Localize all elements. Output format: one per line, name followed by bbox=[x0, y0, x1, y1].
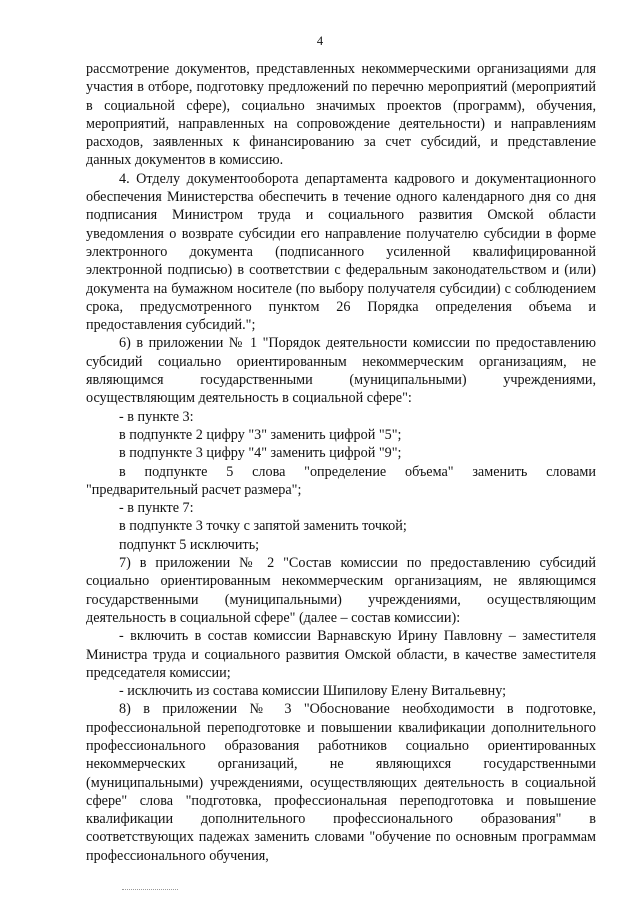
paragraph-12: - включить в состав комиссии Варнавскую Ирину Павловну – заместителя Министра труда и социального развития Омской области, в качестве заместителя председателя комиссии; bbox=[86, 628, 596, 681]
paragraph-6: в подпункте 3 цифру "4" заменить цифрой "9"; bbox=[119, 445, 402, 462]
paragraph-8: - в пункте 7: bbox=[119, 500, 194, 517]
paragraph-7: в подпункте 5 слова "определение объема" заменить словами "предварительный расчет размера"; bbox=[86, 463, 596, 498]
paragraph-10: подпункт 5 исключить; bbox=[119, 536, 260, 553]
paragraph-5: в подпункте 2 цифру "3" заменить цифрой "5"; bbox=[119, 426, 402, 443]
paragraph-14: 8) в приложении № 3 "Обоснование необходимости в подготовке, профессиональной переподготовке и повышении квалификации дополнительного профессионального образования работников социально ориентированных некоммерческих организаций, не являющихся государственными (муниципальными) учреждениями, осуществляющих деятельность в социальной сфере" слова "подготовка, профессиональная переподготовка и повышение квалификации дополнительного профессионального образования" в соответствующих падежах заменить словами "обучение по основным программам профессионального обучения, bbox=[86, 701, 596, 864]
page-number: 4 bbox=[316, 34, 324, 48]
paragraph-3: 6) в приложении № 1 "Порядок деятельности комиссии по предоставлению субсидий социально ориентированным некоммерческим организациям, не являющимся государственными (муниципальными) учреждениями, осуществляющим деятельность в социальной сфере": bbox=[86, 335, 596, 407]
paragraph-1: рассмотрение документов, представленных некоммерческими организациями для участия в отборе, подготовку предложений по перечню мероприятий (мероприятий в социальной сфере), социально значимых проектов (программ), обучения, мероприятий, направленных на сопровождение деятельности) и направлениям расходов, заявленных к финансированию за счет субсидий, и представление данных документов в комиссию. bbox=[86, 61, 596, 169]
paragraph-4: - в пункте 3: bbox=[119, 408, 194, 425]
paragraph-11: 7) в приложении № 2 "Состав комиссии по предоставлению субсидий социально ориентированным некоммерческим организациям, не являющимся государственными (муниципальными) учреждениями, осуществляющим деятельность в социальной сфере" (далее – состав комиссии): bbox=[86, 555, 596, 626]
document-body bbox=[86, 60, 596, 865]
scan-artifact-line bbox=[122, 889, 178, 892]
paragraph-13: - исключить из состава комиссии Шипилову Елену Витальевну; bbox=[119, 683, 507, 700]
paragraph-2: 4. Отделу документооборота департамента кадрового и документационного обеспечения Министерства обеспечить в течение одного календарного дня со дня подписания Министром труда и социального развития Омской области уведомления о возврате субсидии его направление получателю субсидии в форме электронного документа (подписанного усиленной квалифицированной электронной подписью) в соответствии с федеральным законодательством и (или) документа на бумажном носителе (по выбору получателя субсидии) с соблюдением срока, предусмотренного пунктом 26 Порядка определения объема и предоставления субсидий."; bbox=[86, 170, 596, 334]
paragraph-9: в подпункте 3 точку с запятой заменить точкой; bbox=[119, 518, 407, 535]
